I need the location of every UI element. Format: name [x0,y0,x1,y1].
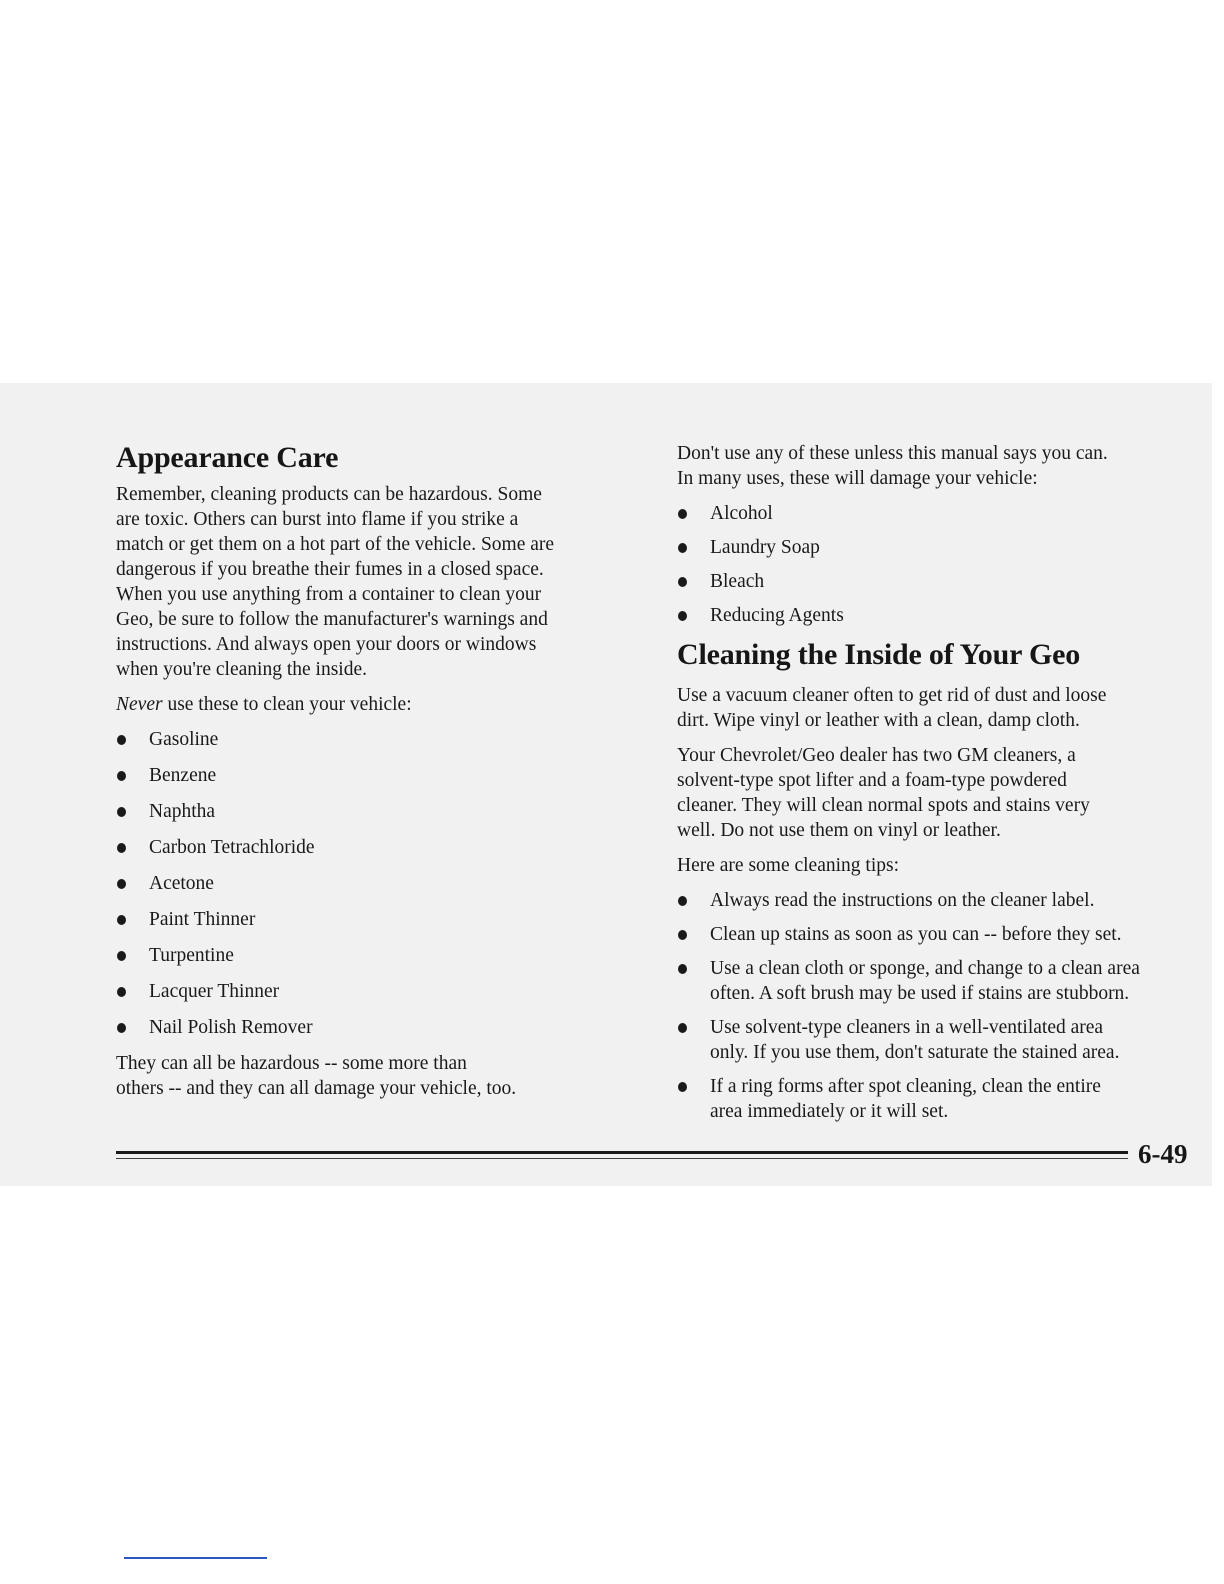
list-item: Benzene [116,763,646,788]
right-column [677,441,1197,1133]
appearance-care-heading: Appearance Care [116,441,339,474]
list-item: Acetone [116,871,646,896]
tips-intro: Here are some cleaning tips: [677,855,899,876]
bullet-icon [117,1023,126,1033]
list-item: Naphtha [116,799,646,824]
bullet-icon [117,843,126,853]
bullet-icon [678,930,687,940]
bullet-icon [117,735,126,745]
list-item: Use a clean cloth or sponge, and change to a clean area often. A soft brush may be used if stains are stubborn. [677,956,1197,1006]
bullet-icon [117,879,126,889]
page-number: 6-49 [1138,1139,1188,1169]
never-emphasis: Never [116,694,163,715]
dont-use-list [677,501,1197,628]
cleaning-tips-list [677,888,1197,1124]
list-item: Lacquer Thinner [116,979,646,1004]
list-item: If a ring forms after spot cleaning, clean the entire area immediately or it will set. [677,1074,1197,1124]
never-use-intro: Never use these to clean your vehicle: [116,694,412,715]
footer-link-underline[interactable] [124,1557,267,1559]
bullet-icon [678,509,687,519]
list-item: Carbon Tetrachloride [116,835,646,860]
bullet-icon [678,964,687,974]
bullet-icon [678,1082,687,1092]
hazard-closing-paragraph: They can all be hazardous -- some more than others -- and they can all damage your vehicle, too. [116,1053,517,1099]
list-item: Reducing Agents [677,603,1197,628]
bullet-icon [117,807,126,817]
list-item: Paint Thinner [116,907,646,932]
bullet-icon [678,577,687,587]
list-item: Nail Polish Remover [116,1015,646,1040]
list-item: Clean up stains as soon as you can -- before they set. [677,922,1197,947]
dont-use-paragraph: Don't use any of these unless this manual says you can. In many uses, these will damage your vehicle: [677,443,1108,489]
bullet-icon [678,1023,687,1033]
footer-rule-thin [116,1158,1128,1159]
bullet-icon [117,951,126,961]
never-use-list [116,727,646,1040]
cleaning-inside-heading: Cleaning the Inside of Your Geo [677,638,1081,671]
list-item: Always read the instructions on the cleaner label. [677,888,1197,913]
bullet-icon [117,987,126,997]
list-item: Gasoline [116,727,646,752]
footer-rule-thick [116,1151,1128,1154]
bullet-icon [678,611,687,621]
list-item: Alcohol [677,501,1197,526]
bullet-icon [678,896,687,906]
list-item: Turpentine [116,943,646,968]
left-column [116,440,646,1111]
list-item: Bleach [677,569,1197,594]
list-item: Use solvent-type cleaners in a well-ventilated area only. If you use them, don't saturate the stained area. [677,1015,1197,1065]
bullet-icon [117,915,126,925]
list-item: Laundry Soap [677,535,1197,560]
hazard-intro-paragraph: Remember, cleaning products can be hazardous. Some are toxic. Others can burst into flame if you strike a match or get them on a hot part of the vehicle. Some are dangerous if you breathe their fumes in a closed space. When you use anything from a container to clean your Geo, be sure to follow the manufacturer's warnings and instructions. And always open your doors or windows when you're cleaning the inside. [116,484,555,680]
vacuum-paragraph: Use a vacuum cleaner often to get rid of dust and loose dirt. Wipe vinyl or leather with a clean, damp cloth. [677,685,1107,731]
bullet-icon [678,543,687,553]
dealer-cleaners-paragraph: Your Chevrolet/Geo dealer has two GM cleaners, a solvent-type spot lifter and a foam-type powdered cleaner. They will clean normal spots and stains very well. Do not use them on vinyl or leather. [677,745,1090,841]
bullet-icon [117,771,126,781]
